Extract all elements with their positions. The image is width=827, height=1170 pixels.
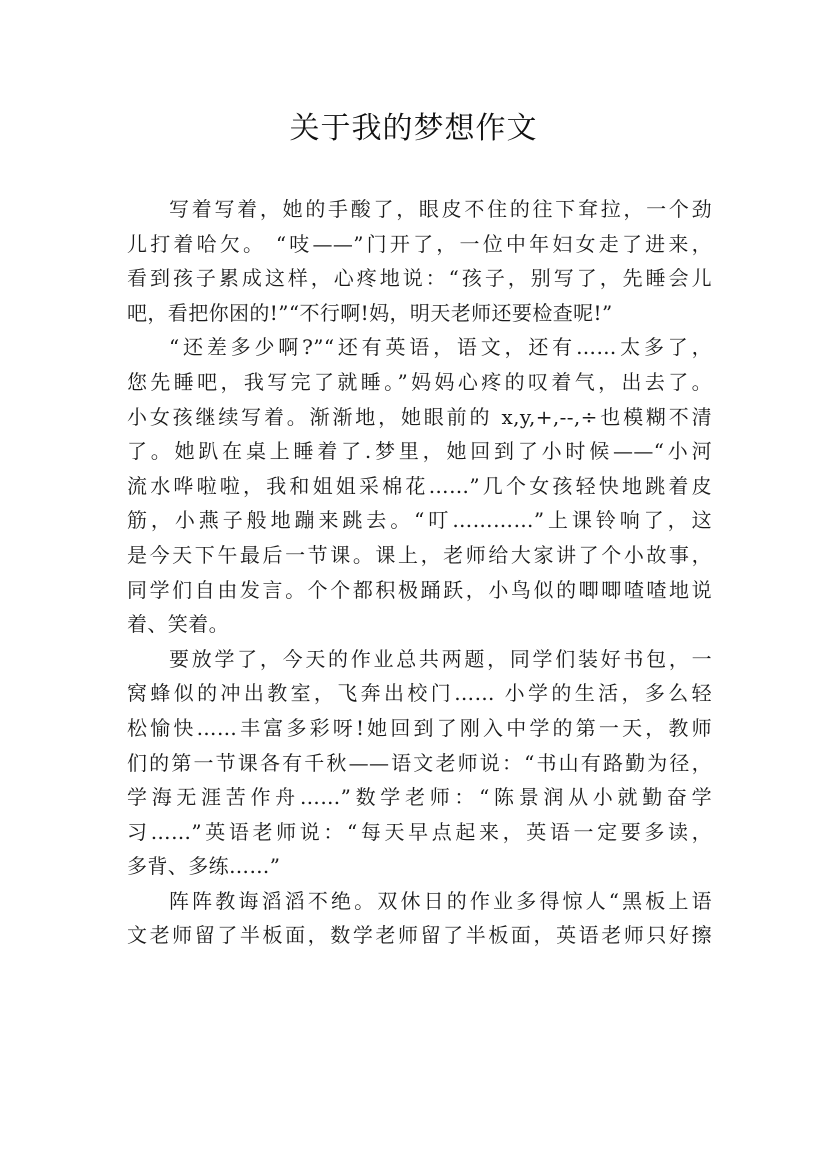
paragraph-2-line-6: 筋，小燕子般地蹦来跳去。“叮…………”上课铃响了，这	[127, 508, 712, 533]
paragraph-3-line-4: 们的第一节课各有千秋——语文老师说：“书山有路勤为径，	[127, 750, 712, 775]
paragraph-2-line-7: 是今天下午最后一节课。课上，老师给大家讲了个小故事，	[127, 542, 712, 567]
paragraph-2-line-8: 同学们自由发言。个个都积极踊跃，小鸟似的唧唧喳喳地说	[127, 577, 712, 602]
paragraph-3-line-3: 松愉快……丰富多彩呀!她回到了刚入中学的第一天，教师	[127, 715, 712, 740]
paragraph-3-line-1: 要放学了，今天的作业总共两题，同学们装好书包，一	[169, 646, 712, 671]
paragraph-3-line-6: 习……”英语老师说：“每天早点起来，英语一定要多读，	[127, 819, 712, 844]
paragraph-1-line-3: 看到孩子累成这样，心疼地说：“孩子，别写了，先睡会儿	[127, 266, 712, 291]
paragraph-2-line-4: 了。她趴在桌上睡着了.梦里，她回到了小时候——“小河	[127, 439, 712, 464]
document-body	[127, 192, 712, 953]
paragraph-3-line-5: 学海无涯苦作舟……”数学老师：“陈景润从小就勤奋学	[127, 785, 712, 810]
paragraph-1-line-1: 写着写着，她的手酸了，眼皮不住的往下耷拉，一个劲	[169, 197, 712, 221]
paragraph-2-line-2: 您先睡吧，我写完了就睡。”妈妈心疼的叹着气，出去了。	[127, 369, 712, 394]
paragraph-2-line-1: “还差多少啊?”“还有英语，语文，还有……太多了，	[169, 335, 712, 360]
paragraph-2-line-9: 着、笑着。	[127, 612, 229, 637]
paragraph-4-line-1: 阵阵教诲滔滔不绝。双休日的作业多得惊人“黑板上语	[169, 888, 712, 913]
paragraph-2-line-5: 流水哗啦啦，我和姐姐采棉花……”几个女孩轻快地跳着皮	[127, 473, 712, 498]
paragraph-1-line-2: 儿打着哈欠。 “吱——”门开了，一位中年妇女走了进来，	[127, 231, 712, 256]
paragraph-3-line-7: 多背、多练……”	[127, 854, 281, 879]
document-title: 关于我的梦想作文	[289, 111, 538, 146]
paragraph-4-line-2: 文老师留了半板面，数学老师留了半板面，英语老师只好擦	[127, 923, 712, 948]
paragraph-2-line-3: 小女孩继续写着。渐渐地，她眼前的 x,y,+,--,÷也模糊不清	[127, 404, 712, 429]
paragraph-3-line-2: 窝蜂似的冲出教室，飞奔出校门…… 小学的生活，多么轻	[127, 681, 712, 706]
paragraph-1-line-4: 吧，看把你困的!”“不行啊!妈，明天老师还要检查呢!”	[127, 300, 613, 325]
